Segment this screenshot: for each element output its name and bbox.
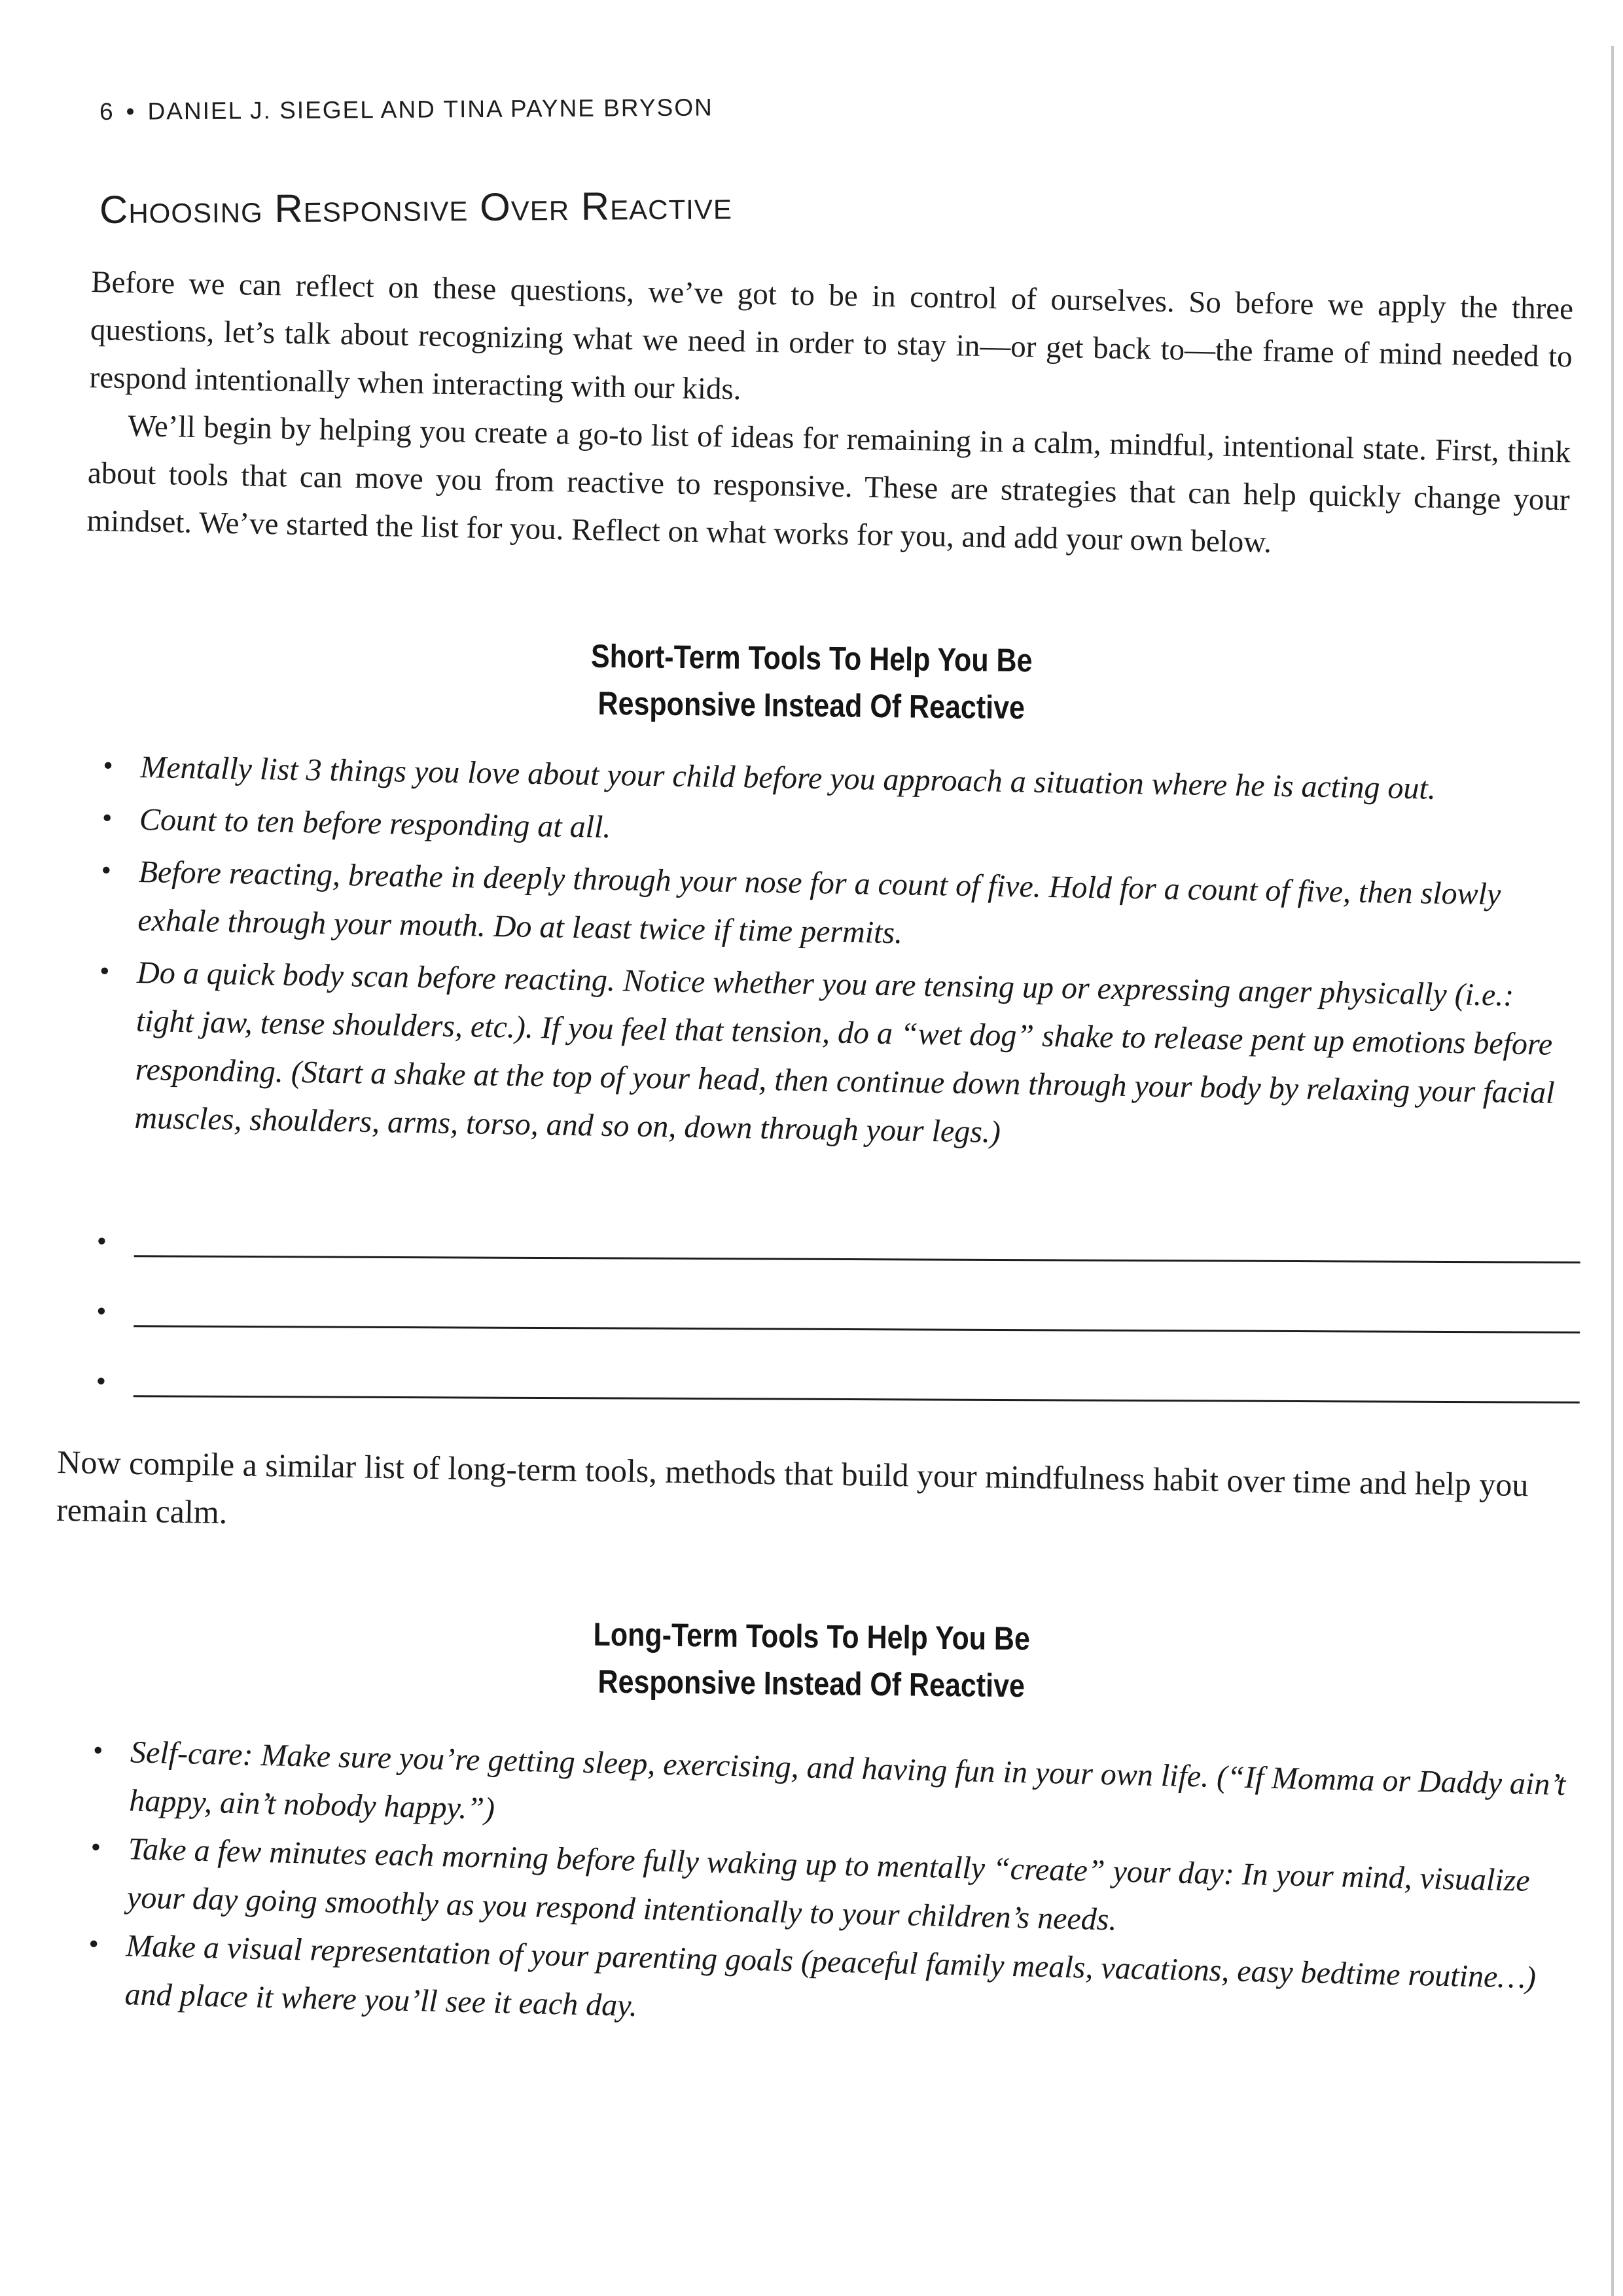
intro-paragraph-2: We’ll begin by helping you create a go-to list of ideas for remaining in a calm, mindful, intentional state. First, think about tools that can move you from reactive to responsive. These are strategies that can help quickly change your mindset. We’ve started the list for you. Reflect on what works for you, and add your own below.	[86, 409, 1571, 560]
long-term-tool-text: Make a visual representation of your parenting goals (peaceful family meals, vacations, easy bedtime routine…) and place it where you’ll see it each day.	[124, 1928, 1537, 2024]
bullet-icon: •	[99, 805, 115, 833]
long-term-tools-heading	[473, 1610, 1149, 1710]
write-in-line[interactable]	[94, 1280, 1580, 1357]
bullet-icon: •	[94, 1298, 109, 1326]
bullet-icon: •	[86, 1931, 101, 1959]
section-title: Choosing Responsive Over Reactive	[99, 183, 733, 232]
blank-rule	[134, 1255, 1580, 1263]
blank-rule	[134, 1325, 1580, 1333]
long-term-heading-line-2: Responsive Instead Of Reactive	[597, 1663, 1026, 1704]
short-term-tool-item	[98, 847, 1572, 968]
short-term-tool-text: Do a quick body scan before reacting. Notice whether you are tensing up or expressing anger physically (i.e.: tight jaw, tense shoulders, etc.). If you feel that tension, do a “wet dog” shake to release pent up emotions before responding. (Start a shake at the top of your head, then continue down through your body by relaxing your facial muscles, shoulders, arms, torso, and so on, down through your legs.)	[134, 955, 1555, 1150]
short-term-tool-text: Count to ten before responding at all.	[139, 802, 611, 845]
running-head-authors: DANIEL J. SIEGEL AND TINA PAYNE BRYSON	[147, 94, 713, 125]
bullet-icon: •	[101, 752, 115, 781]
short-term-tools-heading	[473, 631, 1149, 732]
bullet-icon: •	[94, 1228, 109, 1256]
page-number: 6	[99, 97, 115, 125]
bullet-icon: •	[90, 1737, 105, 1765]
bullet-icon: •	[88, 1834, 103, 1862]
short-term-heading-line-2: Responsive Instead Of Reactive	[597, 684, 1026, 726]
short-term-tool-text: Mentally list 3 things you love about your child before you approach a situation where he is acting out.	[139, 749, 1436, 806]
short-term-tool-item	[95, 948, 1571, 1166]
write-in-line[interactable]	[94, 1351, 1580, 1427]
running-head-separator: •	[126, 97, 136, 125]
long-term-tool-text: Take a few minutes each morning before fully waking up to mentally “create” your day: In your mind, visualize your day going smoothly as you respond intentionally to your children’s needs.	[126, 1831, 1531, 1937]
running-head	[99, 94, 713, 126]
long-term-heading-line-1: Long-Term Tools To Help You Be	[593, 1616, 1031, 1657]
bullet-icon: •	[97, 958, 112, 986]
bullet-icon: •	[99, 857, 114, 885]
transition-paragraph: Now compile a similar list of long-term tools, methods that build your mindfulness habit over time and help you remain calm.	[56, 1443, 1529, 1531]
intro-paragraph-1: Before we can reflect on these questions, we’ve got to be in control of ourselves. So before we apply the three questions, let’s talk about recognizing what we need in order to stay in—or get back to—the frame of mind needed to respond intentionally when interacting with our kids.	[89, 264, 1574, 407]
long-term-tool-text: Self-care: Make sure you’re getting sleep, exercising, and having fun in your own life. (“If Momma or Daddy ain’t happy, ain’t nobody happy.”)	[128, 1735, 1566, 1826]
bullet-icon: •	[94, 1368, 109, 1396]
intro-text	[86, 258, 1574, 572]
write-in-line[interactable]	[95, 1210, 1580, 1287]
long-term-tools-list	[85, 1727, 1570, 2051]
write-in-lines	[94, 1210, 1580, 1427]
short-term-tool-text: Before reacting, breathe in deeply through your nose for a count of five. Hold for a count of five, then slowly exhale through your mouth. Do at least twice if time permits.	[137, 854, 1501, 951]
short-term-tools-list	[95, 743, 1574, 1170]
short-term-heading-line-1: Short-Term Tools To Help You Be	[590, 637, 1033, 679]
blank-rule	[134, 1395, 1580, 1404]
